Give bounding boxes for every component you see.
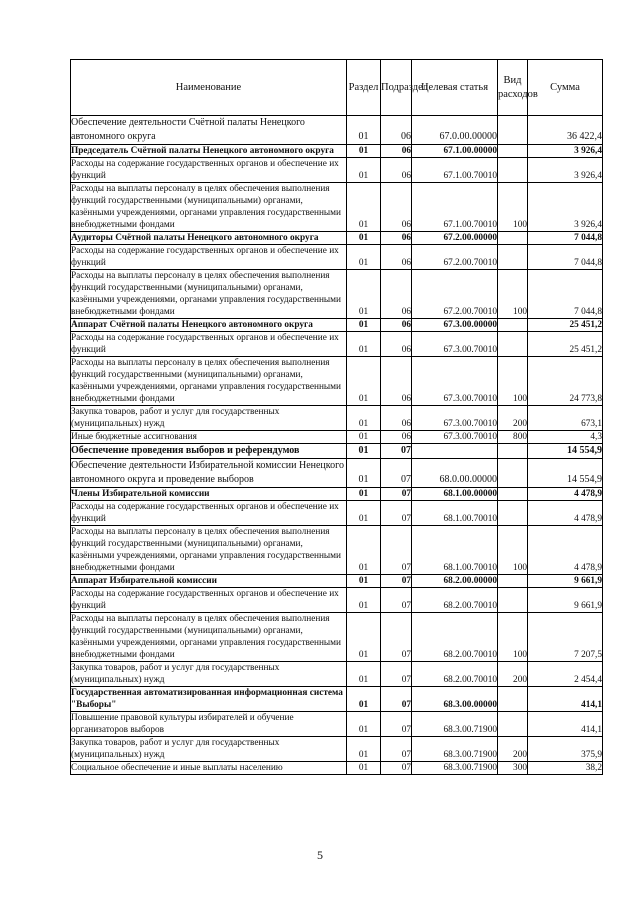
row-name: Расходы на содержание государственных органов и обеспечение их функций bbox=[71, 158, 347, 183]
row-vid bbox=[498, 575, 528, 588]
row-podrazdel: 06 bbox=[381, 116, 412, 145]
row-statya: 68.1.00.70010 bbox=[412, 501, 498, 526]
row-podrazdel: 07 bbox=[381, 501, 412, 526]
row-name: Социальное обеспечение и иные выплаты населению bbox=[71, 762, 347, 775]
row-name: Расходы на выплаты персоналу в целях обеспечения выполнения функций государственными (муниципальными) органами, казёнными учреждениями, органами управления государственными внебюджетными фондами bbox=[71, 357, 347, 406]
row-vid: 200 bbox=[498, 406, 528, 431]
row-razdel: 01 bbox=[347, 158, 381, 183]
row-summa: 25 451,2 bbox=[528, 332, 603, 357]
row-razdel: 01 bbox=[347, 459, 381, 488]
row-podrazdel: 06 bbox=[381, 158, 412, 183]
row-statya: 68.3.00.00000 bbox=[412, 687, 498, 712]
table-row bbox=[71, 737, 603, 762]
table-row bbox=[71, 575, 603, 588]
row-name: Расходы на содержание государственных органов и обеспечение их функций bbox=[71, 588, 347, 613]
table-row bbox=[71, 662, 603, 687]
row-vid bbox=[498, 444, 528, 459]
row-podrazdel: 06 bbox=[381, 245, 412, 270]
row-summa: 36 422,4 bbox=[528, 116, 603, 145]
row-name: Расходы на выплаты персоналу в целях обеспечения выполнения функций государственными (муниципальными) органами, казёнными учреждениями, органами управления государственными внебюджетными фондами bbox=[71, 526, 347, 575]
row-vid: 100 bbox=[498, 526, 528, 575]
row-statya: 67.3.00.70010 bbox=[412, 406, 498, 431]
row-summa: 414,1 bbox=[528, 712, 603, 737]
row-vid bbox=[498, 116, 528, 145]
row-name: Повышение правовой культуры избирателей и обучение организаторов выборов bbox=[71, 712, 347, 737]
row-vid bbox=[498, 588, 528, 613]
row-razdel: 01 bbox=[347, 501, 381, 526]
row-vid bbox=[498, 245, 528, 270]
row-vid bbox=[498, 459, 528, 488]
row-vid bbox=[498, 232, 528, 245]
row-vid: 200 bbox=[498, 662, 528, 687]
row-summa: 24 773,8 bbox=[528, 357, 603, 406]
header-razdel: Раздел bbox=[347, 60, 381, 116]
row-name: Обеспечение деятельности Счётной палаты Ненецкого автономного округа bbox=[71, 116, 347, 145]
row-podrazdel: 06 bbox=[381, 406, 412, 431]
row-podrazdel: 07 bbox=[381, 588, 412, 613]
row-vid: 100 bbox=[498, 270, 528, 319]
table-row bbox=[71, 459, 603, 488]
budget-table bbox=[70, 59, 603, 775]
row-podrazdel: 07 bbox=[381, 526, 412, 575]
row-podrazdel: 07 bbox=[381, 444, 412, 459]
table-row bbox=[71, 357, 603, 406]
row-vid bbox=[498, 145, 528, 158]
row-podrazdel: 06 bbox=[381, 357, 412, 406]
row-statya: 68.2.00.70010 bbox=[412, 613, 498, 662]
row-podrazdel: 06 bbox=[381, 183, 412, 232]
table-row bbox=[71, 158, 603, 183]
row-razdel: 01 bbox=[347, 687, 381, 712]
row-razdel: 01 bbox=[347, 406, 381, 431]
row-statya: 67.1.00.00000 bbox=[412, 145, 498, 158]
row-razdel: 01 bbox=[347, 444, 381, 459]
row-summa: 4 478,9 bbox=[528, 488, 603, 501]
table-body bbox=[71, 116, 603, 775]
row-name: Аппарат Избирательной комиссии bbox=[71, 575, 347, 588]
row-name: Обеспечение проведения выборов и референдумов bbox=[71, 444, 347, 459]
row-statya: 67.1.00.70010 bbox=[412, 158, 498, 183]
row-statya: 67.3.00.70010 bbox=[412, 431, 498, 444]
row-razdel: 01 bbox=[347, 245, 381, 270]
row-summa: 3 926,4 bbox=[528, 183, 603, 232]
row-name: Расходы на выплаты персоналу в целях обеспечения выполнения функций государственными (муниципальными) органами, казёнными учреждениями, органами управления государственными внебюджетными фондами bbox=[71, 613, 347, 662]
row-summa: 7 207,5 bbox=[528, 613, 603, 662]
row-statya: 67.0.00.00000 bbox=[412, 116, 498, 145]
row-podrazdel: 07 bbox=[381, 712, 412, 737]
row-statya: 68.3.00.71900 bbox=[412, 712, 498, 737]
header-statya: Целевая статья bbox=[412, 60, 498, 116]
row-name: Закупка товаров, работ и услуг для государственных (муниципальных) нужд bbox=[71, 662, 347, 687]
row-vid: 100 bbox=[498, 183, 528, 232]
table-row bbox=[71, 319, 603, 332]
row-name: Закупка товаров, работ и услуг для государственных (муниципальных) нужд bbox=[71, 737, 347, 762]
row-summa: 7 044,8 bbox=[528, 270, 603, 319]
row-statya: 67.1.00.70010 bbox=[412, 183, 498, 232]
row-summa: 14 554,9 bbox=[528, 459, 603, 488]
row-name: Председатель Счётной палаты Ненецкого автономного округа bbox=[71, 145, 347, 158]
row-razdel: 01 bbox=[347, 575, 381, 588]
row-podrazdel: 07 bbox=[381, 488, 412, 501]
row-vid bbox=[498, 488, 528, 501]
row-podrazdel: 07 bbox=[381, 737, 412, 762]
row-vid: 800 bbox=[498, 431, 528, 444]
row-statya: 67.2.00.70010 bbox=[412, 270, 498, 319]
row-razdel: 01 bbox=[347, 662, 381, 687]
row-name: Расходы на выплаты персоналу в целях обеспечения выполнения функций государственными (муниципальными) органами, казёнными учреждениями, органами управления государственными внебюджетными фондами bbox=[71, 183, 347, 232]
row-razdel: 01 bbox=[347, 431, 381, 444]
row-razdel: 01 bbox=[347, 762, 381, 775]
row-statya bbox=[412, 444, 498, 459]
row-summa: 4,3 bbox=[528, 431, 603, 444]
row-vid bbox=[498, 332, 528, 357]
row-razdel: 01 bbox=[347, 712, 381, 737]
row-name: Аппарат Счётной палаты Ненецкого автономного округа bbox=[71, 319, 347, 332]
table-row bbox=[71, 183, 603, 232]
row-summa: 9 661,9 bbox=[528, 575, 603, 588]
row-name: Расходы на содержание государственных органов и обеспечение их функций bbox=[71, 245, 347, 270]
row-vid bbox=[498, 687, 528, 712]
table-row bbox=[71, 712, 603, 737]
table-row bbox=[71, 245, 603, 270]
row-statya: 68.1.00.70010 bbox=[412, 526, 498, 575]
row-razdel: 01 bbox=[347, 145, 381, 158]
row-summa: 414,1 bbox=[528, 687, 603, 712]
row-razdel: 01 bbox=[347, 526, 381, 575]
header-summa: Сумма bbox=[528, 60, 603, 116]
row-razdel: 01 bbox=[347, 613, 381, 662]
row-razdel: 01 bbox=[347, 116, 381, 145]
row-summa: 4 478,9 bbox=[528, 501, 603, 526]
row-vid bbox=[498, 158, 528, 183]
row-name: Расходы на содержание государственных органов и обеспечение их функций bbox=[71, 501, 347, 526]
row-podrazdel: 07 bbox=[381, 662, 412, 687]
table-row bbox=[71, 406, 603, 431]
row-razdel: 01 bbox=[347, 319, 381, 332]
table-row bbox=[71, 613, 603, 662]
row-podrazdel: 07 bbox=[381, 575, 412, 588]
table-row bbox=[71, 270, 603, 319]
row-podrazdel: 06 bbox=[381, 232, 412, 245]
row-statya: 68.2.00.70010 bbox=[412, 588, 498, 613]
row-podrazdel: 06 bbox=[381, 319, 412, 332]
row-vid: 300 bbox=[498, 762, 528, 775]
header-vid: Вид расходов bbox=[498, 60, 528, 116]
row-summa: 14 554,9 bbox=[528, 444, 603, 459]
row-name: Закупка товаров, работ и услуг для государственных (муниципальных) нужд bbox=[71, 406, 347, 431]
header-name: Наименование bbox=[71, 60, 347, 116]
row-summa: 9 661,9 bbox=[528, 588, 603, 613]
row-razdel: 01 bbox=[347, 357, 381, 406]
row-summa: 25 451,2 bbox=[528, 319, 603, 332]
row-summa: 2 454,4 bbox=[528, 662, 603, 687]
row-statya: 67.3.00.00000 bbox=[412, 319, 498, 332]
table-row bbox=[71, 116, 603, 145]
row-podrazdel: 07 bbox=[381, 459, 412, 488]
table-header-row bbox=[71, 60, 603, 116]
row-razdel: 01 bbox=[347, 183, 381, 232]
row-name: Расходы на выплаты персоналу в целях обеспечения выполнения функций государственными (муниципальными) органами, казёнными учреждениями, органами управления государственными внебюджетными фондами bbox=[71, 270, 347, 319]
row-podrazdel: 07 bbox=[381, 687, 412, 712]
row-name: Аудиторы Счётной палаты Ненецкого автономного округа bbox=[71, 232, 347, 245]
row-name: Члены Избирательной комиссии bbox=[71, 488, 347, 501]
row-statya: 68.0.00.00000 bbox=[412, 459, 498, 488]
table-row bbox=[71, 444, 603, 459]
row-razdel: 01 bbox=[347, 332, 381, 357]
row-statya: 67.2.00.70010 bbox=[412, 245, 498, 270]
row-razdel: 01 bbox=[347, 270, 381, 319]
row-statya: 67.3.00.70010 bbox=[412, 332, 498, 357]
row-razdel: 01 bbox=[347, 588, 381, 613]
row-summa: 7 044,8 bbox=[528, 232, 603, 245]
row-statya: 67.2.00.00000 bbox=[412, 232, 498, 245]
row-vid: 100 bbox=[498, 613, 528, 662]
row-vid bbox=[498, 501, 528, 526]
row-summa: 7 044,8 bbox=[528, 245, 603, 270]
row-statya: 68.3.00.71900 bbox=[412, 762, 498, 775]
row-summa: 375,9 bbox=[528, 737, 603, 762]
row-razdel: 01 bbox=[347, 232, 381, 245]
table-row bbox=[71, 232, 603, 245]
row-podrazdel: 06 bbox=[381, 431, 412, 444]
table-row bbox=[71, 145, 603, 158]
table-row bbox=[71, 488, 603, 501]
row-podrazdel: 06 bbox=[381, 270, 412, 319]
row-vid: 100 bbox=[498, 357, 528, 406]
row-razdel: 01 bbox=[347, 488, 381, 501]
row-name: Государственная автоматизированная информационная система "Выборы" bbox=[71, 687, 347, 712]
table-row bbox=[71, 762, 603, 775]
row-statya: 68.2.00.00000 bbox=[412, 575, 498, 588]
row-statya: 67.3.00.70010 bbox=[412, 357, 498, 406]
row-podrazdel: 06 bbox=[381, 145, 412, 158]
row-podrazdel: 06 bbox=[381, 332, 412, 357]
table-row bbox=[71, 332, 603, 357]
row-podrazdel: 07 bbox=[381, 762, 412, 775]
row-name: Обеспечение деятельности Избирательной комиссии Ненецкого автономного округа и проведение выборов bbox=[71, 459, 347, 488]
table-row bbox=[71, 687, 603, 712]
table-row bbox=[71, 501, 603, 526]
row-vid bbox=[498, 712, 528, 737]
row-vid bbox=[498, 319, 528, 332]
page-number: 5 bbox=[317, 848, 323, 862]
header-podrazdel: Подраздел bbox=[381, 60, 412, 116]
row-summa: 673,1 bbox=[528, 406, 603, 431]
row-name: Иные бюджетные ассигнования bbox=[71, 431, 347, 444]
table-row bbox=[71, 588, 603, 613]
row-vid: 200 bbox=[498, 737, 528, 762]
row-name: Расходы на содержание государственных органов и обеспечение их функций bbox=[71, 332, 347, 357]
table-row bbox=[71, 526, 603, 575]
row-statya: 68.3.00.71900 bbox=[412, 737, 498, 762]
row-summa: 38,2 bbox=[528, 762, 603, 775]
row-razdel: 01 bbox=[347, 737, 381, 762]
row-summa: 3 926,4 bbox=[528, 158, 603, 183]
row-summa: 3 926,4 bbox=[528, 145, 603, 158]
row-summa: 4 478,9 bbox=[528, 526, 603, 575]
row-podrazdel: 07 bbox=[381, 613, 412, 662]
row-statya: 68.1.00.00000 bbox=[412, 488, 498, 501]
row-statya: 68.2.00.70010 bbox=[412, 662, 498, 687]
table-row bbox=[71, 431, 603, 444]
